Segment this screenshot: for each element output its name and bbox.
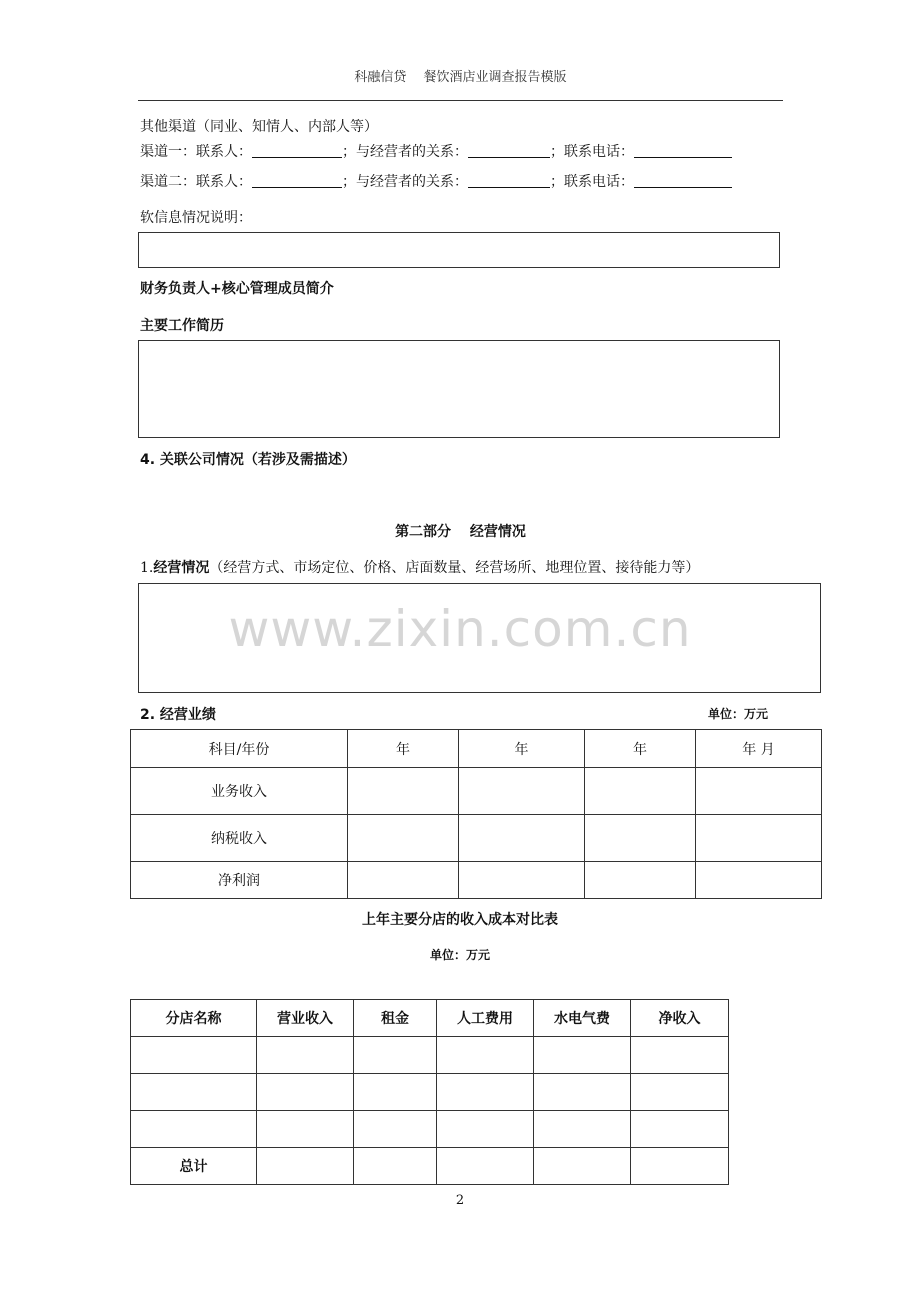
table-row bbox=[131, 768, 822, 815]
table-cell[interactable] bbox=[437, 1074, 534, 1111]
page-header: 科融信贷 餐饮酒店业调查报告模版 bbox=[354, 70, 567, 85]
table-cell[interactable] bbox=[534, 1037, 631, 1074]
total-label: 总计 bbox=[131, 1148, 257, 1185]
table-cell[interactable] bbox=[696, 815, 822, 862]
table-cell[interactable] bbox=[459, 768, 585, 815]
operations-detail: （经营方式、市场定位、价格、店面数量、经营场所、地理位置、接待能力等） bbox=[209, 560, 700, 576]
channel-2-phone-field[interactable] bbox=[634, 173, 732, 188]
table-cell[interactable] bbox=[437, 1111, 534, 1148]
channel-2-contact-field[interactable] bbox=[252, 173, 342, 188]
page-number: 2 bbox=[455, 1193, 465, 1208]
channel-1-contact-field[interactable] bbox=[252, 143, 342, 158]
table-cell[interactable] bbox=[631, 1148, 729, 1185]
header-rule bbox=[138, 100, 783, 101]
table-cell[interactable] bbox=[534, 1111, 631, 1148]
header-cell: 分店名称 bbox=[131, 1000, 257, 1037]
table-cell[interactable] bbox=[354, 1148, 437, 1185]
row-label: 纳税收入 bbox=[131, 815, 348, 862]
table-cell[interactable] bbox=[131, 1111, 257, 1148]
table-cell[interactable] bbox=[585, 815, 696, 862]
table-cell[interactable] bbox=[348, 815, 459, 862]
channel-1-phone-field[interactable] bbox=[634, 143, 732, 158]
table-cell[interactable] bbox=[257, 1111, 354, 1148]
performance-title: 2. 经营业绩 bbox=[140, 707, 216, 723]
channel-2-row bbox=[140, 171, 732, 191]
table-cell[interactable] bbox=[131, 1074, 257, 1111]
header-cell: 年 bbox=[585, 730, 696, 768]
table-cell[interactable] bbox=[696, 862, 822, 899]
header-cell: 营业收入 bbox=[257, 1000, 354, 1037]
header-cell: 年 bbox=[348, 730, 459, 768]
channel-2-label: 渠道二：联系人： bbox=[140, 174, 252, 190]
table-cell[interactable] bbox=[348, 862, 459, 899]
table-cell[interactable] bbox=[631, 1111, 729, 1148]
row-label: 净利润 bbox=[131, 862, 348, 899]
table-cell[interactable] bbox=[354, 1074, 437, 1111]
operations-number: 1. bbox=[140, 560, 154, 576]
performance-header-row bbox=[131, 730, 822, 768]
header-cell: 年 月 bbox=[696, 730, 822, 768]
table-cell[interactable] bbox=[696, 768, 822, 815]
table-cell[interactable] bbox=[348, 768, 459, 815]
branch-table-title: 上年主要分店的收入成本对比表 bbox=[362, 912, 558, 928]
table-cell[interactable] bbox=[534, 1074, 631, 1111]
channel-2-phone-label: ；联系电话： bbox=[550, 174, 634, 190]
header-cell: 净收入 bbox=[631, 1000, 729, 1037]
table-cell[interactable] bbox=[257, 1148, 354, 1185]
channel-1-relation-label: ；与经营者的关系： bbox=[342, 144, 468, 160]
performance-unit: 单位：万元 bbox=[708, 707, 769, 721]
table-row bbox=[131, 1074, 729, 1111]
channel-1-row bbox=[140, 141, 732, 161]
table-cell[interactable] bbox=[354, 1037, 437, 1074]
table-cell[interactable] bbox=[257, 1074, 354, 1111]
performance-table bbox=[130, 729, 822, 899]
channel-1-relation-field[interactable] bbox=[468, 143, 550, 158]
other-channels-title: 其他渠道（同业、知情人、内部人等） bbox=[140, 119, 378, 135]
branch-table-unit: 单位：万元 bbox=[429, 948, 490, 962]
operations-bold-label: 经营情况 bbox=[153, 560, 210, 576]
header-cell: 人工费用 bbox=[437, 1000, 534, 1037]
table-cell[interactable] bbox=[534, 1148, 631, 1185]
branch-table bbox=[130, 999, 729, 1185]
table-cell[interactable] bbox=[585, 768, 696, 815]
table-cell[interactable] bbox=[631, 1037, 729, 1074]
header-cell: 年 bbox=[459, 730, 585, 768]
channel-2-relation-field[interactable] bbox=[468, 173, 550, 188]
part-two-title: 第二部分 经营情况 bbox=[395, 524, 526, 540]
table-cell[interactable] bbox=[631, 1074, 729, 1111]
header-cell: 水电气费 bbox=[534, 1000, 631, 1037]
header-cell: 科目/年份 bbox=[131, 730, 348, 768]
watermark: www.zixin.com.cn bbox=[228, 600, 692, 658]
table-cell[interactable] bbox=[459, 815, 585, 862]
table-cell[interactable] bbox=[585, 862, 696, 899]
table-cell[interactable] bbox=[354, 1111, 437, 1148]
soft-info-box[interactable] bbox=[138, 232, 780, 268]
channel-1-label: 渠道一：联系人： bbox=[140, 144, 252, 160]
table-cell[interactable] bbox=[459, 862, 585, 899]
channel-2-relation-label: ；与经营者的关系： bbox=[342, 174, 468, 190]
related-company-title: 4. 关联公司情况（若涉及需描述） bbox=[140, 452, 356, 468]
operations-heading bbox=[140, 557, 699, 577]
soft-info-label: 软信息情况说明： bbox=[140, 210, 252, 226]
table-cell[interactable] bbox=[437, 1148, 534, 1185]
channel-1-phone-label: ；联系电话： bbox=[550, 144, 634, 160]
row-label: 业务收入 bbox=[131, 768, 348, 815]
table-row bbox=[131, 1111, 729, 1148]
total-row bbox=[131, 1148, 729, 1185]
branch-header-row bbox=[131, 1000, 729, 1037]
management-title: 财务负责人+核心管理成员简介 bbox=[140, 281, 334, 297]
header-cell: 租金 bbox=[354, 1000, 437, 1037]
table-cell[interactable] bbox=[437, 1037, 534, 1074]
resume-box[interactable] bbox=[138, 340, 780, 438]
table-row bbox=[131, 1037, 729, 1074]
table-cell[interactable] bbox=[257, 1037, 354, 1074]
table-row bbox=[131, 862, 822, 899]
resume-label: 主要工作简历 bbox=[140, 318, 224, 334]
table-cell[interactable] bbox=[131, 1037, 257, 1074]
table-row bbox=[131, 815, 822, 862]
